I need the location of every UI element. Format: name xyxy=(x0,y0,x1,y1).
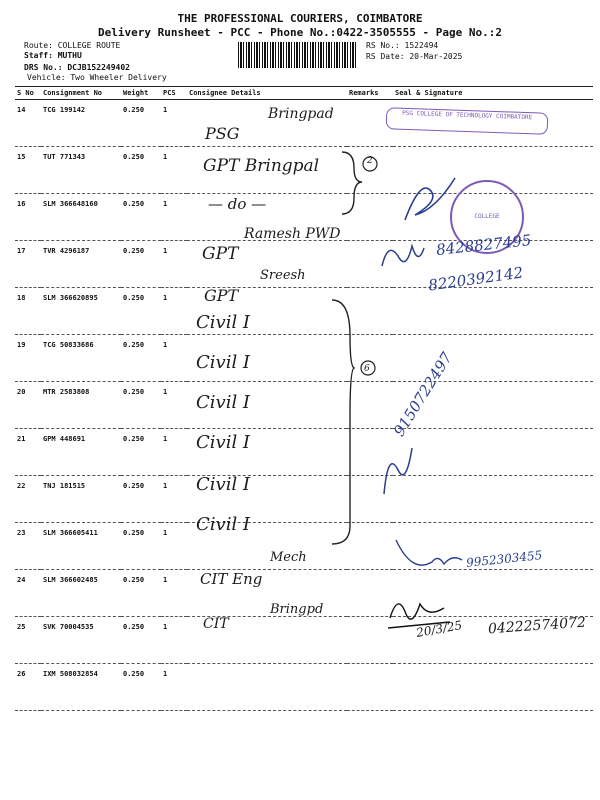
cell-pcs: 1 xyxy=(161,335,187,382)
phone-2: 8220392142 xyxy=(427,263,525,295)
hand-r23: Civil I xyxy=(196,474,251,495)
vehicle-label: Vehicle: Two Wheeler Delivery xyxy=(27,73,167,82)
cell-seal xyxy=(393,335,593,382)
cell-sno: 16 xyxy=(15,194,41,241)
cell-sno: 24 xyxy=(15,570,41,617)
rs-date: RS Date: 20-Mar-2025 xyxy=(366,52,463,61)
cell-weight: 0.250 xyxy=(121,194,161,241)
cell-sno: 21 xyxy=(15,429,41,476)
cell-weight: 0.250 xyxy=(121,429,161,476)
hand-r24: Civil I xyxy=(196,514,251,535)
cell-weight: 0.250 xyxy=(121,523,161,570)
cell-sno: 22 xyxy=(15,476,41,523)
hand-r14b: PSG xyxy=(205,124,240,143)
cell-sno: 26 xyxy=(15,664,41,711)
hand-r25b: CIT Eng xyxy=(200,570,263,588)
bracket-2-icon xyxy=(340,148,380,218)
cell-weight: 0.250 xyxy=(121,382,161,429)
signature-25-icon xyxy=(392,534,472,584)
drs-label: DRS No.: DCJB15224940​2 xyxy=(24,63,130,72)
phone-3: 9150722497 xyxy=(390,349,456,440)
cell-weight: 0.250 xyxy=(121,335,161,382)
cell-pcs: 1 xyxy=(161,523,187,570)
col-remarks: Remarks xyxy=(347,87,393,100)
hand-r14a: Bringpad xyxy=(268,106,334,122)
table-row xyxy=(15,429,593,476)
cell-consignment: GPM 448691 xyxy=(41,429,121,476)
bracket-6-label: 6 xyxy=(364,364,370,374)
route-label: Route: COLLEGE ROUTE xyxy=(24,41,121,50)
company-title: THE PROFESSIONAL COURIERS, COIMBATORE xyxy=(177,12,423,25)
cell-consignment: TNJ 181515 xyxy=(41,476,121,523)
table-row xyxy=(15,335,593,382)
phone-5: 04222574072 xyxy=(487,614,587,638)
col-details: Consignee Details xyxy=(187,87,347,100)
table-row xyxy=(15,476,593,523)
staff-label: Staff: MUTHU xyxy=(24,51,82,60)
cell-sno: 19 xyxy=(15,335,41,382)
hand-r17b: GPT xyxy=(202,244,239,264)
cell-weight: 0.250 xyxy=(121,664,161,711)
cell-consignment: SLM 366605411 xyxy=(41,523,121,570)
cell-consignment: MTR 2583808 xyxy=(41,382,121,429)
cell-weight: 0.250 xyxy=(121,288,161,335)
cell-seal xyxy=(393,664,593,711)
cell-weight: 0.250 xyxy=(121,147,161,194)
cell-weight: 0.250 xyxy=(121,100,161,147)
col-consignment: Consignment No xyxy=(41,87,121,100)
runsheet-subtitle: Delivery Runsheet - PCC - Phone No.:0422-3505555 - Page No.:2 xyxy=(98,26,502,39)
bracket-6-icon xyxy=(330,296,380,548)
cell-pcs: 1 xyxy=(161,241,187,288)
signature-16-icon xyxy=(400,170,460,230)
hand-r18b: GPT xyxy=(204,286,239,305)
cell-pcs: 1 xyxy=(161,476,187,523)
hand-r19: Civil I xyxy=(196,312,251,333)
table-header-row xyxy=(15,87,593,100)
hand-r26a: Bringpd xyxy=(270,602,324,617)
cell-sno: 23 xyxy=(15,523,41,570)
cell-consignment: SLM 366648160 xyxy=(41,194,121,241)
col-weight: Weight xyxy=(121,87,161,100)
cell-pcs: 1 xyxy=(161,664,187,711)
phone-1: 8428827495 xyxy=(435,231,533,259)
signature-19-24-icon xyxy=(378,440,418,500)
psg-stamp: PSG COLLEGE OF TECHNOLOGY COIMBATORE xyxy=(386,107,549,135)
cell-consignment: IXM 508032854 xyxy=(41,664,121,711)
cell-sno: 18 xyxy=(15,288,41,335)
cell-weight: 0.250 xyxy=(121,570,161,617)
col-seal: Seal & Signature xyxy=(393,87,593,100)
cell-pcs: 1 xyxy=(161,288,187,335)
cell-sno: 25 xyxy=(15,617,41,664)
phone-4: 9952303455 xyxy=(465,548,543,570)
table-row xyxy=(15,664,593,711)
table-row xyxy=(15,382,593,429)
cell-seal xyxy=(393,476,593,523)
cell-consignment: SLM 366602485 xyxy=(41,570,121,617)
cell-sno: 15 xyxy=(15,147,41,194)
hand-r16: — do — xyxy=(208,195,267,213)
cell-weight: 0.250 xyxy=(121,617,161,664)
cell-pcs: 1 xyxy=(161,429,187,476)
hand-r25a: Mech xyxy=(270,550,307,565)
cell-consignment: SVK 70004535 xyxy=(41,617,121,664)
rs-number: RS No.: 1522494 xyxy=(366,41,439,50)
cell-weight: 0.250 xyxy=(121,241,161,288)
cell-consignment: TCG 199142 xyxy=(41,100,121,147)
cell-pcs: 1 xyxy=(161,100,187,147)
cell-consignment: SLM 366620895 xyxy=(41,288,121,335)
col-sno: S No xyxy=(15,87,41,100)
cell-pcs: 1 xyxy=(161,147,187,194)
bracket-2-label: 2 xyxy=(367,156,373,166)
cell-pcs: 1 xyxy=(161,617,187,664)
hand-r17a: Ramesh PWD xyxy=(244,226,341,242)
cell-weight: 0.250 xyxy=(121,476,161,523)
signature-17-icon xyxy=(378,236,428,276)
cell-consignment: TVR 4296187 xyxy=(41,241,121,288)
cell-pcs: 1 xyxy=(161,382,187,429)
hand-r18a: Sreesh xyxy=(260,268,306,283)
cell-seal xyxy=(393,288,593,335)
hand-r20: Civil I xyxy=(196,352,251,373)
college-seal-stamp: COLLEGE xyxy=(450,180,524,254)
cell-seal xyxy=(393,429,593,476)
hand-r21: Civil I xyxy=(196,392,251,413)
table-row xyxy=(15,288,593,335)
hand-r26b: CIT xyxy=(203,616,229,632)
cell-pcs: 1 xyxy=(161,194,187,241)
cell-consignment: TUT 771343 xyxy=(41,147,121,194)
cell-consignment: TCG 50833686 xyxy=(41,335,121,382)
cell-sno: 14 xyxy=(15,100,41,147)
cell-sno: 20 xyxy=(15,382,41,429)
col-pcs: PCS xyxy=(161,87,187,100)
runsheet-table xyxy=(15,86,593,711)
cell-pcs: 1 xyxy=(161,570,187,617)
cell-remarks xyxy=(347,664,393,711)
hand-r15: GPT Bringpal xyxy=(203,156,320,176)
barcode xyxy=(238,42,358,68)
cell-sno: 17 xyxy=(15,241,41,288)
cell-details xyxy=(187,664,347,711)
hand-r22: Civil I xyxy=(196,432,251,453)
date-signed: 20/3/25 xyxy=(415,618,464,640)
